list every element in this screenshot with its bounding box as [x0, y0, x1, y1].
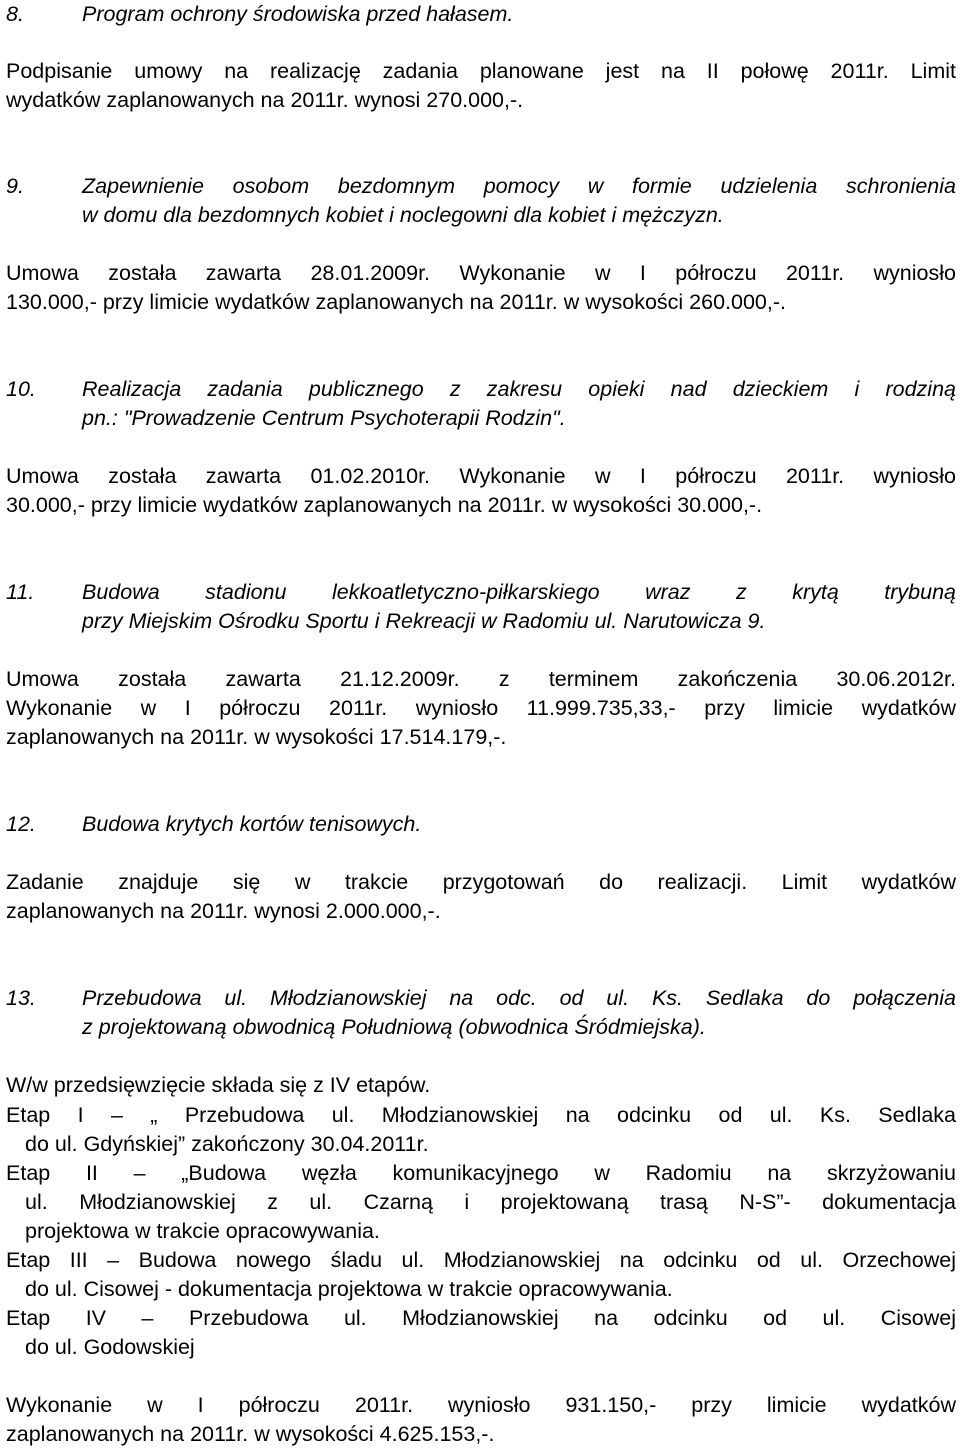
paragraph-line: zaplanowanych na 2011r. w wysokości 4.625.153,-.: [6, 1422, 495, 1446]
paragraph-line: zaplanowanych na 2011r. w wysokości 17.514.179,-.: [6, 725, 507, 749]
item-title: Zapewnienie osobom bezdomnym pomocy w formie udzielenia schronienia: [82, 174, 956, 198]
item-title: z projektowaną obwodnicą Południową (obwodnica Śródmiejska).: [82, 1015, 706, 1039]
paragraph-line: 30.000,- przy limicie wydatków zaplanowanych na 2011r. w wysokości 30.000,-.: [6, 493, 763, 517]
item-title: Realizacja zadania publicznego z zakresu opieki nad dzieckiem i rodziną: [82, 377, 956, 401]
paragraph-line: W/w przedsięwzięcie składa się z IV etapów.: [6, 1073, 431, 1097]
item-number: 12.: [6, 812, 36, 836]
paragraph-line: wydatków zaplanowanych na 2011r. wynosi 270.000,-.: [6, 88, 524, 112]
paragraph-line: Umowa została zawarta 01.02.2010r. Wykonanie w I półroczu 2011r. wyniosło: [6, 464, 956, 488]
paragraph-line: Umowa została zawarta 21.12.2009r. z terminem zakończenia 30.06.2012r.: [6, 667, 956, 691]
paragraph-line: zaplanowanych na 2011r. wynosi 2.000.000,-.: [6, 899, 441, 923]
item-title: przy Miejskim Ośrodku Sportu i Rekreacji w Radomiu ul. Narutowicza 9.: [82, 609, 766, 633]
item-title: Program ochrony środowiska przed hałasem.: [82, 2, 514, 26]
item-title: Przebudowa ul. Młodzianowskiej na odc. od ul. Ks. Sedlaka do połączenia: [82, 986, 956, 1010]
stage-line: Etap IV – Przebudowa ul. Młodzianowskiej na odcinku od ul. Cisowej: [6, 1306, 956, 1330]
stage-line: do ul. Gdyńskiej” zakończony 30.04.2011r.: [25, 1132, 429, 1156]
item-number: 11.: [6, 580, 35, 604]
stage-line: projektowa w trakcie opracowywania.: [25, 1219, 380, 1243]
paragraph-line: Umowa została zawarta 28.01.2009r. Wykonanie w I półroczu 2011r. wyniosło: [6, 261, 956, 285]
item-title: w domu dla bezdomnych kobiet i noclegowni dla kobiet i mężczyzn.: [82, 203, 724, 227]
item-number: 8.: [6, 2, 24, 26]
item-number: 10.: [6, 377, 36, 401]
stage-line: Etap I – „ Przebudowa ul. Młodzianowskiej na odcinku od ul. Ks. Sedlaka: [6, 1103, 956, 1127]
item-number: 13.: [6, 986, 36, 1010]
paragraph-line: Podpisanie umowy na realizację zadania planowane jest na II połowę 2011r. Limit: [6, 59, 956, 83]
item-title: Budowa stadionu lekkoatletyczno-piłkarskiego wraz z krytą trybuną: [82, 580, 956, 604]
paragraph-line: Wykonanie w I półroczu 2011r. wyniosło 11.999.735,33,- przy limicie wydatków: [6, 696, 956, 720]
stage-line: Etap III – Budowa nowego śladu ul. Młodzianowskiej na odcinku od ul. Orzechowej: [6, 1248, 956, 1272]
item-title: pn.: "Prowadzenie Centrum Psychoterapii Rodzin".: [82, 406, 566, 430]
stage-line: do ul. Godowskiej: [25, 1335, 195, 1359]
stage-line: Etap II – „Budowa węzła komunikacyjnego w Radomiu na skrzyżowaniu: [6, 1161, 956, 1185]
paragraph-line: 130.000,- przy limicie wydatków zaplanowanych na 2011r. w wysokości 260.000,-.: [6, 290, 786, 314]
paragraph-line: Wykonanie w I półroczu 2011r. wyniosło 931.150,- przy limicie wydatków: [6, 1393, 956, 1417]
item-number: 9.: [6, 174, 24, 198]
item-title: Budowa krytych kortów tenisowych.: [82, 812, 422, 836]
stage-line: do ul. Cisowej - dokumentacja projektowa w trakcie opracowywania.: [25, 1277, 673, 1301]
stage-line: ul. Młodzianowskiej z ul. Czarną i projektowaną trasą N-S”- dokumentacja: [25, 1190, 956, 1214]
paragraph-line: Zadanie znajduje się w trakcie przygotowań do realizacji. Limit wydatków: [6, 870, 956, 894]
